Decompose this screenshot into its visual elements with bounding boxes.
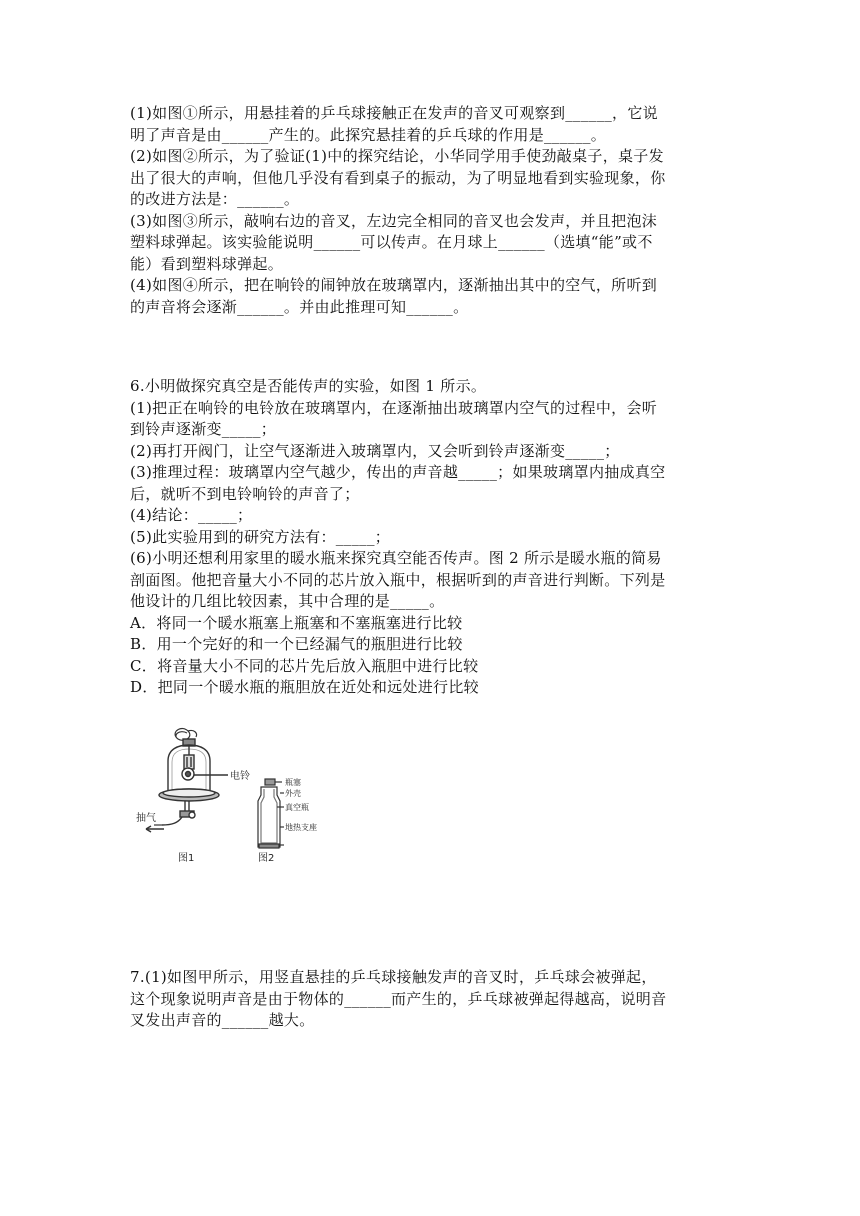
option-b: B．用一个完好的和一个已经漏气的瓶胆进行比较 bbox=[130, 635, 463, 653]
text-line: (2)再打开阀门，让空气逐渐进入玻璃罩内，又会听到铃声逐渐变_____； bbox=[130, 441, 620, 460]
text-line: 叉发出声音的______越大。 bbox=[130, 1011, 315, 1029]
bell-label: 电铃 bbox=[230, 771, 250, 782]
text-line: 后，就听不到电铃响铃的声音了； bbox=[130, 484, 360, 503]
flask-label-vacuum: 真空瓶 bbox=[285, 803, 309, 812]
option-d: D．把同一个暖水瓶的瓶胆放在近处和远处进行比较 bbox=[130, 678, 479, 696]
text-line: (1)如图①所示，用悬挂着的乒乓球接触正在发声的音叉可观察到______，它说 bbox=[130, 104, 658, 122]
flask-label-stopper: 瓶塞 bbox=[285, 778, 301, 787]
question-7-body bbox=[130, 967, 730, 1032]
question-6-body bbox=[130, 376, 730, 699]
thermos-diagram bbox=[258, 779, 284, 848]
text-line: 到铃声逐渐变_____； bbox=[130, 420, 277, 438]
text-line: (1)把正在响铃的电铃放在玻璃罩内，在逐渐抽出玻璃罩内空气的过程中，会听 bbox=[130, 398, 658, 417]
question-6-title: 6.小明做探究真空是否能传声的实验，如图 1 所示。 bbox=[130, 377, 487, 395]
text-line: (5)此实验用到的研究方法有：_____； bbox=[130, 527, 391, 546]
flask-label-shell: 外壳 bbox=[285, 789, 301, 798]
text-line: 能）看到塑料球弹起。 bbox=[130, 254, 284, 273]
text-line: 的改进方法是：______。 bbox=[130, 190, 300, 208]
experiment-figure bbox=[132, 727, 372, 867]
pump-label: 抽气 bbox=[136, 813, 156, 824]
option-a: A．将同一个暖水瓶塞上瓶塞和不塞瓶塞进行比较 bbox=[130, 613, 463, 632]
text-line: 这个现象说明声音是由于物体的______而产生的，乒乓球被弹起得越高，说明音 bbox=[130, 989, 667, 1008]
text-line: (4)如图④所示，把在响铃的闹钟放在玻璃罩内，逐渐抽出其中的空气，所听到 bbox=[130, 276, 658, 294]
text-line: (2)如图②所示，为了验证(1)中的探究结论，小华同学用手使劲敲桌子，桌子发 bbox=[130, 147, 664, 165]
text-line: 剖面图。他把音量大小不同的芯片放入瓶中，根据听到的声音进行判断。下列是 bbox=[130, 570, 666, 589]
bell-jar-diagram bbox=[146, 729, 228, 832]
text-line: 他设计的几组比较因素，其中合理的是_____。 bbox=[130, 592, 445, 610]
question-7-title: 7.(1)如图甲所示，用竖直悬挂的乒乓球接触发声的音叉时，乒乓球会被弹起， bbox=[130, 968, 657, 986]
figure-2-caption: 图2 bbox=[258, 853, 275, 864]
text-line: 的声音将会逐渐______。并由此推理可知______。 bbox=[130, 297, 469, 316]
question-5-body bbox=[130, 103, 730, 318]
text-line: 明了声音是由______产生的。此探究悬挂着的乒乓球的作用是______。 bbox=[130, 125, 607, 144]
figure-1-caption: 图1 bbox=[178, 853, 195, 864]
text-line: 出了很大的声响，但他几乎没有看到桌子的振动，为了明显地看到实验现象，你 bbox=[130, 168, 666, 187]
text-line: (4)结论：_____； bbox=[130, 506, 253, 524]
flask-label-base: 地热支座 bbox=[285, 823, 317, 832]
option-c: C．将音量大小不同的芯片先后放入瓶胆中进行比较 bbox=[130, 656, 479, 675]
text-line: (3)如图③所示，敲响右边的音叉，左边完全相同的音叉也会发声，并且把泡沫 bbox=[130, 211, 658, 230]
text-line: (3)推理过程：玻璃罩内空气越少，传出的声音越_____；如果玻璃罩内抽成真空 bbox=[130, 463, 666, 481]
text-line: (6)小明还想利用家里的暖水瓶来探究真空能否传声。图 2 所示是暖水瓶的简易 bbox=[130, 549, 662, 567]
text-line: 塑料球弹起。该实验能说明______可以传声。在月球上______（选填“能”或不 bbox=[130, 233, 653, 251]
